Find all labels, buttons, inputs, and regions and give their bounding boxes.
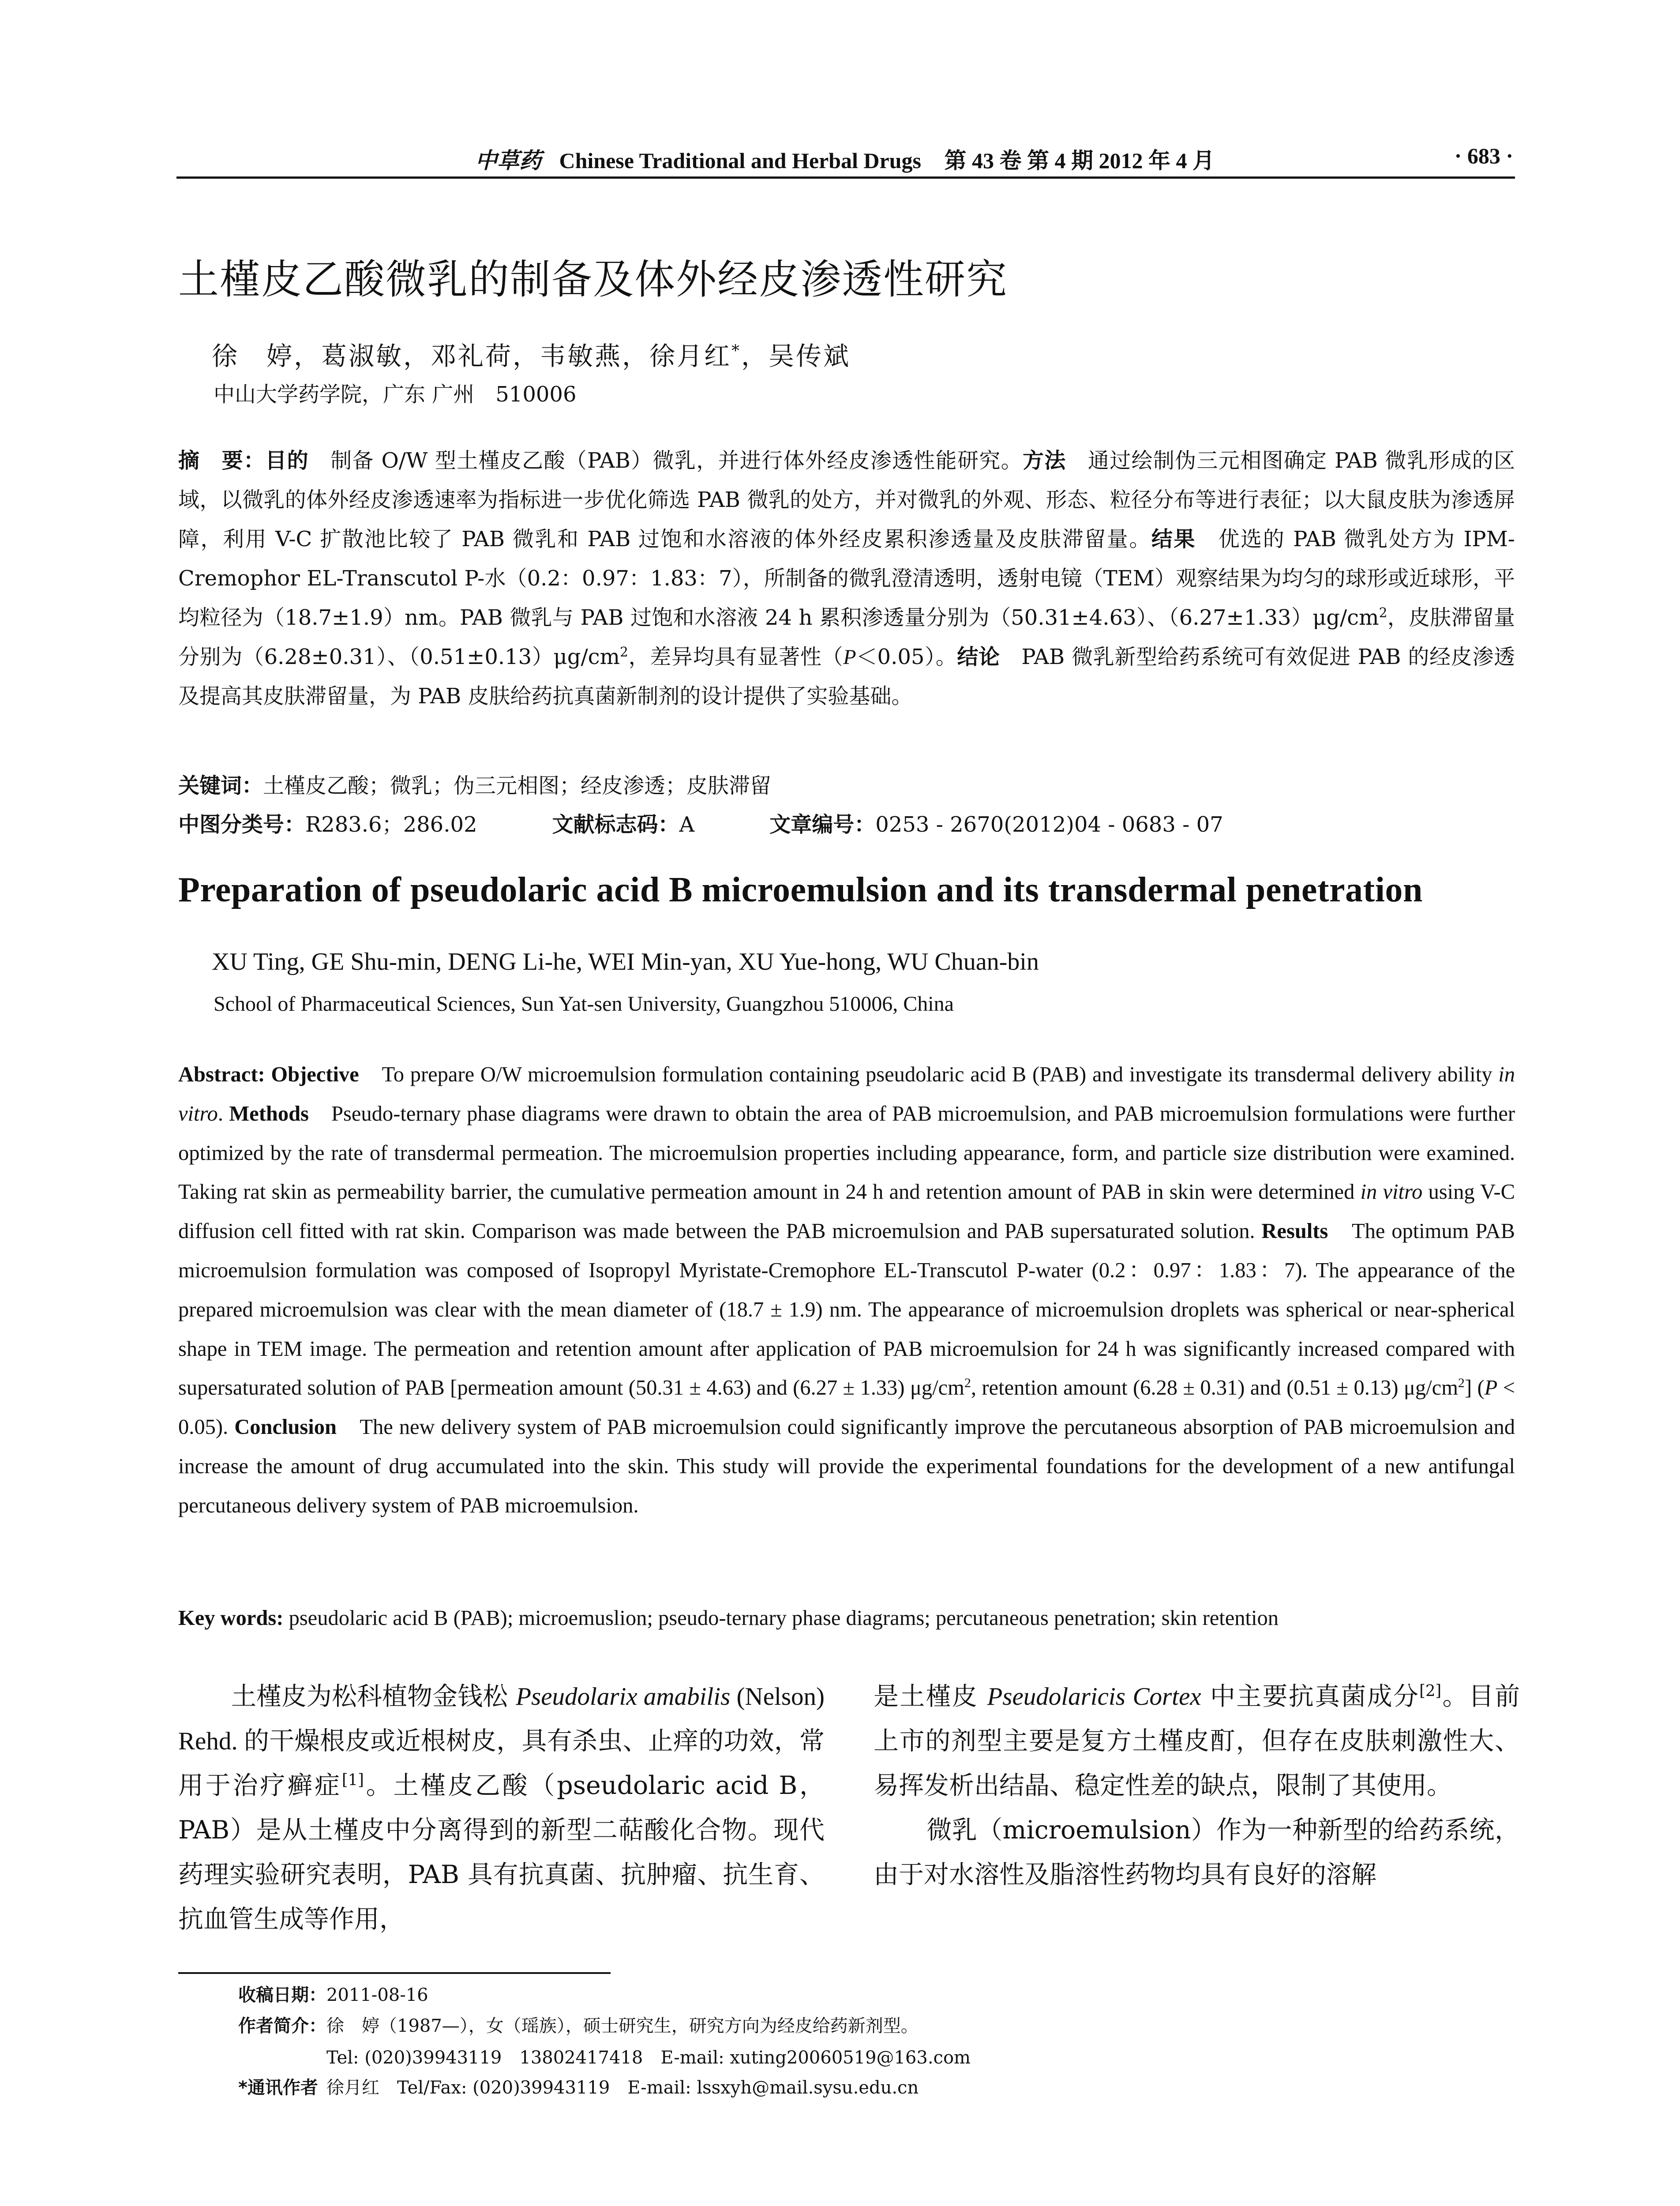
en-in-vitro: in vitro <box>1360 1180 1423 1204</box>
drug-name: Pseudolaricis Cortex <box>987 1683 1201 1711</box>
body-left-b: (Nelson) Rehd. 的干燥根皮或近根树皮，具有杀虫、止痒的功效，常用于治疗癣症 <box>178 1683 825 1800</box>
body-column-left <box>178 1674 825 1942</box>
received-date: 2011-08-16 <box>326 1985 428 2005</box>
species-name: Pseudolarix amabilis <box>516 1683 731 1711</box>
en-methods-b: using V-C diffusion cell fitted with rat skin. Comparison was made between the PAB microemulsion and PAB supersaturated solution. <box>178 1180 1515 1243</box>
en-results-label: Results <box>1261 1219 1328 1243</box>
cn-results-label: 结果 <box>1151 527 1196 552</box>
corresponding-mark: * <box>731 341 741 360</box>
cn-sup: 2 <box>1379 605 1388 621</box>
clc-label: 中图分类号： <box>178 812 306 837</box>
body-right-b: 中主要抗真菌成分 <box>1201 1682 1420 1711</box>
en-title: Preparation of pseudolaric acid B microemulsion and its transdermal penetration <box>178 870 1423 909</box>
cn-results-c: ，差异均具有显著性（ <box>628 645 844 669</box>
cn-abstract <box>178 441 1515 716</box>
body-column-right <box>874 1674 1520 1897</box>
article-no-value: 0253 - 2670(2012)04 - 0683 - 07 <box>875 812 1223 837</box>
en-period: . <box>218 1102 229 1126</box>
clc-value: R283.6；286.02 <box>305 812 477 837</box>
body-right-a: 是土槿皮 <box>874 1682 987 1711</box>
cn-keywords-label: 关键词： <box>178 773 263 798</box>
cn-conclusion: PAB 微乳新型给药系统可有效促进 PAB 的经皮渗透及提高其皮肤滞留量，为 PAB 皮肤给药抗真菌新制剂的设计提供了实验基础。 <box>178 645 1515 709</box>
body-left-c: 。土槿皮乙酸（pseudolaric acid B，PAB）是从土槿皮中分离得到的新型二萜酸化合物。现代药理实验研究表明，PAB 具有抗真菌、抗肿瘤、抗生育、抗血管生成等作用， <box>178 1771 825 1934</box>
cn-affiliation: 中山大学药学院，广东 广州 510006 <box>214 382 577 407</box>
en-results-c: ] ( <box>1464 1376 1485 1400</box>
cn-author-list: 徐 婷，葛淑敏，邓礼荷，韦敏燕，徐月红 <box>212 341 732 371</box>
en-conclusion: The new delivery system of PAB microemulsion could significantly improve the percutaneous absorption of PAB microemulsion and increase the amount of drug accumulated into the skin. This study will provide the experimental foundations for the development of a new antifungal percutaneous delivery system of PAB microemulsion. <box>178 1415 1515 1517</box>
issue-info: 第 43 卷 第 4 期 2012 年 4 月 <box>944 148 1215 173</box>
footnote-rule <box>178 1972 611 1974</box>
ref-2: [2] <box>1419 1682 1442 1700</box>
cn-objective: 制备 O/W 型土槿皮乙酸（PAB）微乳，并进行体外经皮渗透性能研究。 <box>308 448 1023 473</box>
en-p-value: P <box>1484 1376 1498 1400</box>
en-methods-label: Methods <box>229 1102 309 1126</box>
doc-code-value: A <box>679 812 695 837</box>
en-methods-a: Pseudo-ternary phase diagrams were drawn to obtain the area of PAB microemulsion, and PAB microemulsion formulations were further optimized by the rate of transdermal permeation. The microemulsion properties including appearance, form, and particle size distribution were examined. Taking rat skin as permeability barrier, the cumulative permeation amount in 24 h and retention amount of PAB in skin were determined <box>178 1102 1515 1204</box>
en-abstract <box>178 1055 1515 1526</box>
cn-p-value: P <box>843 645 856 669</box>
body-right-p2: 微乳（microemulsion）作为一种新型的给药系统，由于对水溶性及脂溶性药物均具有良好的溶解 <box>874 1816 1520 1889</box>
running-header <box>176 140 1513 176</box>
en-abstract-label: Abstract: Objective <box>178 1063 359 1086</box>
page-number: · 683 · <box>1454 143 1513 168</box>
body-left-a: 土槿皮为松科植物金钱松 <box>231 1682 516 1711</box>
en-in-vitro: in vitro <box>178 1063 1515 1126</box>
cn-author-tail: ，吴传斌 <box>741 341 851 371</box>
doc-code-label: 文献标志码： <box>552 812 679 837</box>
cn-methods: 通过绘制伪三元相图确定 PAB 微乳形成的区域，以微乳的体外经皮渗透速率为指标进一步优化筛选 PAB 微乳的处方，并对微乳的外观、形态、粒径分布等进行表征；以大鼠皮肤为渗透屏障，利用 V-C 扩散池比较了 PAB 微乳和 PAB 过饱和水溶液的体外经皮累积渗透量及皮肤滞留量。 <box>178 448 1515 552</box>
en-objective: To prepare O/W microemulsion formulation containing pseudolaric acid B (PAB) and investigate its transdermal delivery ability <box>359 1063 1499 1086</box>
journal-name-en: Chinese Traditional and Herbal Drugs <box>559 148 921 173</box>
cn-results-d: ＜0.05）。 <box>856 645 957 669</box>
en-conclusion-label: Conclusion <box>234 1415 337 1439</box>
header-center <box>176 143 1513 175</box>
received-label: 收稿日期： <box>238 1985 326 2005</box>
ref-1: [1] <box>341 1771 364 1789</box>
corr-label: *通讯作者 <box>238 2078 318 2098</box>
cn-conclusion-label: 结论 <box>957 645 1000 669</box>
en-keywords-text: pseudolaric acid B (PAB); microemuslion; pseudo-ternary phase diagrams; percutaneous penetration; skin retention <box>283 1606 1279 1630</box>
cn-title: 土槿皮乙酸微乳的制备及体外经皮渗透性研究 <box>178 256 1008 303</box>
en-keywords <box>178 1606 1515 1630</box>
footnote-bio <box>238 2012 919 2037</box>
header-rule <box>176 176 1515 179</box>
en-sup: 2 <box>1458 1375 1465 1391</box>
footnote-bio-contact: Tel: (020)39943119 13802417418 E-mail: xuting20060519@163.com <box>326 2048 971 2068</box>
footnote-corresponding <box>238 2074 919 2099</box>
bio-label: 作者简介： <box>238 2016 326 2036</box>
cn-methods-label: 方法 <box>1022 448 1066 473</box>
cn-authors <box>212 335 851 372</box>
en-sup: 2 <box>964 1375 971 1391</box>
cn-keywords <box>178 769 771 799</box>
footnote-received <box>238 1981 428 2006</box>
en-results-b: , retention amount (6.28 ± 0.31) and (0.51 ± 0.13) μg/cm <box>971 1376 1458 1400</box>
journal-name-cn: 中草药 <box>475 147 541 173</box>
cn-abstract-label: 摘 要： <box>178 448 266 473</box>
cn-objective-label: 目的 <box>265 448 309 473</box>
cn-classification <box>178 807 1515 838</box>
corr-text: 徐月红 Tel/Fax: (020)39943119 E-mail: lssxyh@mail.sysu.edu.cn <box>326 2078 919 2098</box>
en-keywords-label: Key words: <box>178 1606 284 1630</box>
en-results-d: < 0.05). <box>178 1376 1515 1439</box>
body-right-c: 。目前上市的剂型主要是复方土槿皮酊，但存在皮肤刺激性大、易挥发析出结晶、稳定性差的缺点，限制了其使用。 <box>874 1682 1520 1800</box>
article-no-label: 文章编号： <box>769 812 876 837</box>
cn-sup: 2 <box>620 645 628 660</box>
cn-keywords-text: 土槿皮乙酸；微乳；伪三元相图；经皮渗透；皮肤滞留 <box>263 773 772 798</box>
cn-results-a: 优选的 PAB 微乳处方为 IPM-Cremophor EL-Transcutol P-水（0.2：0.97：1.83：7），所制备的微乳澄清透明，透射电镜（TEM）观察结果为均匀的球形或近球形，平均粒径为（18.7±1.9）nm。PAB 微乳与 PAB 过饱和水溶液 24 h 累积渗透量分别为（50.31±4.63）、（6.27±1.33）μg/cm <box>178 527 1515 630</box>
en-authors: XU Ting, GE Shu-min, DENG Li-he, WEI Min-yan, XU Yue-hong, WU Chuan-bin <box>212 948 1039 975</box>
en-affiliation: School of Pharmaceutical Sciences, Sun Yat-sen University, Guangzhou 510006, China <box>214 992 954 1016</box>
bio-text: 徐 婷（1987—），女（瑶族），硕士研究生，研究方向为经皮给药新剂型。 <box>326 2016 919 2036</box>
en-results-a: The optimum PAB microemulsion formulation was composed of Isopropyl Myristate-Cremophore EL-Transcutol P-water (0.2：0.97：1.83：7). The appearance of the prepared microemulsion was clear with the mean diameter of (18.7 ± 1.9) nm. The appearance of microemulsion droplets was spherical or near-spherical shape in TEM image. The permeation and retention amount after application of PAB microemulsion for 24 h was significantly increased compared with supersaturated solution of PAB [permeation amount (50.31 ± 4.63) and (6.27 ± 1.33) μg/cm <box>178 1219 1515 1400</box>
cn-results-b: ，皮肤滞留量分别为（6.28±0.31）、（0.51±0.13）μg/cm <box>178 605 1515 669</box>
